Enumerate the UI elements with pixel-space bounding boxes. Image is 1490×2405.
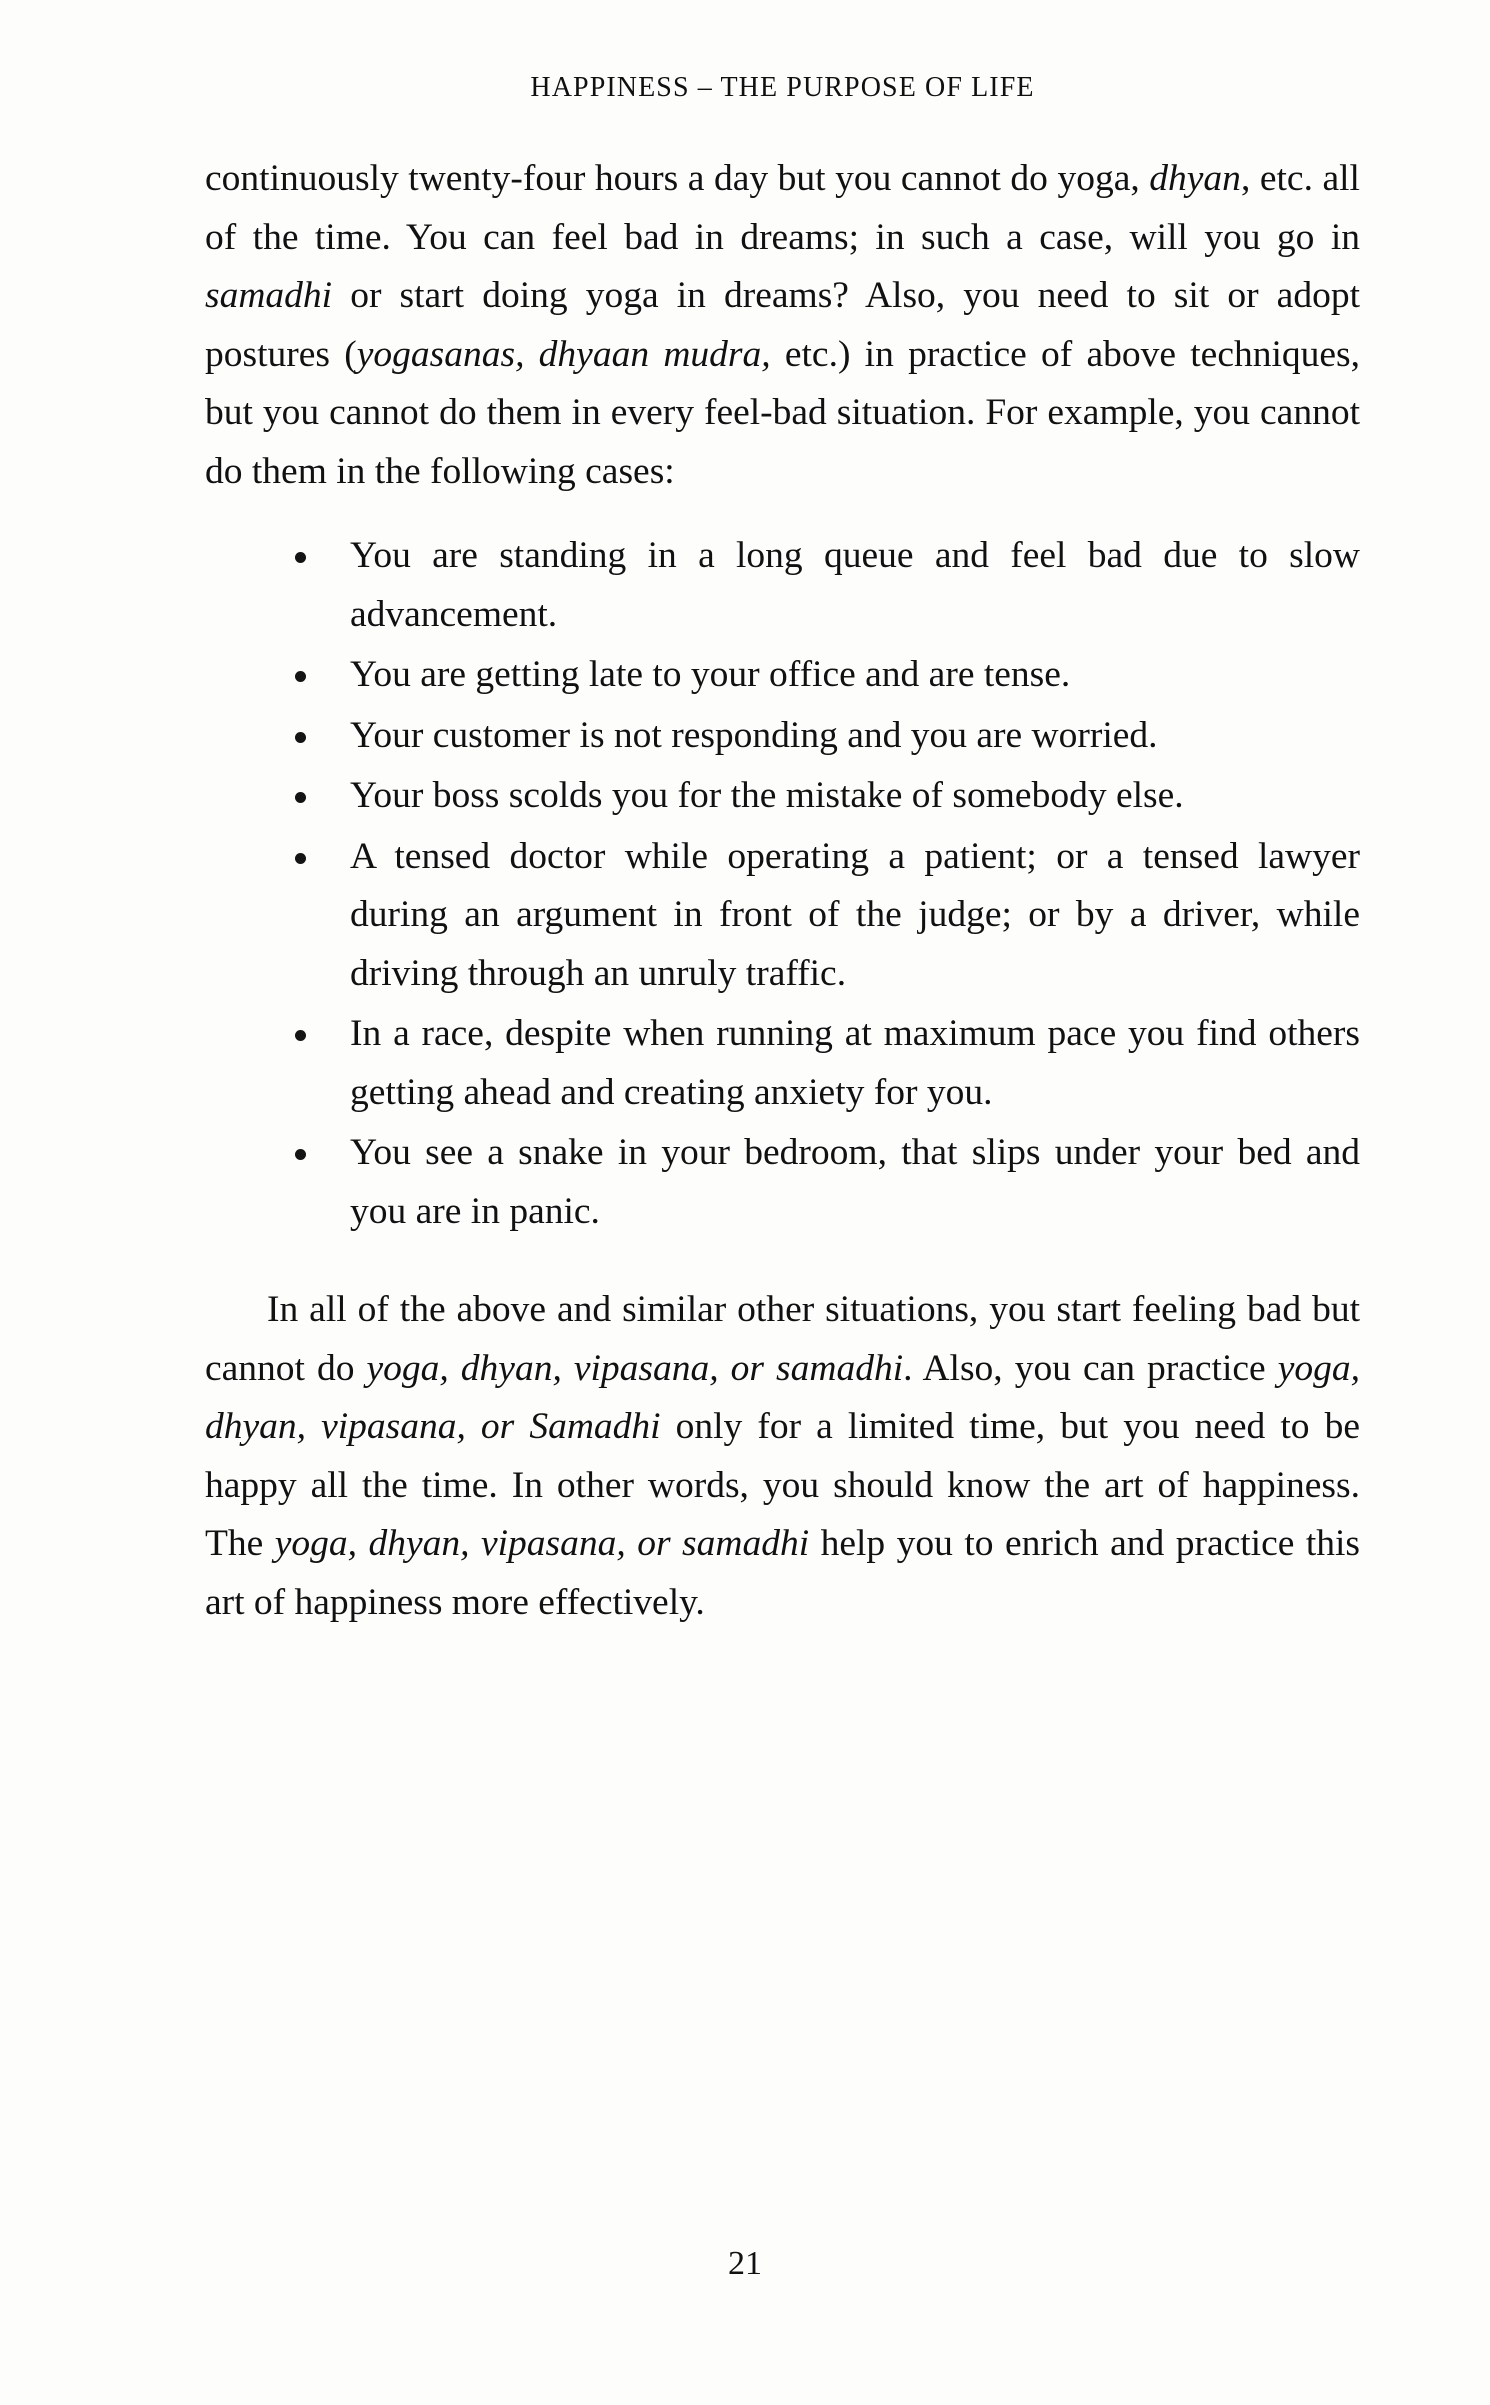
paragraph-1-segment-3: or start doing yoga in dreams? Also, you need to sit or adopt postures ( <box>205 275 1360 375</box>
paragraph-2-wrapper <box>205 1281 1360 1632</box>
list-item-text: Your boss scolds you for the mistake of somebody else. <box>350 775 1184 816</box>
list-item-text: You are standing in a long queue and feel bad due to slow advancement. <box>350 535 1360 635</box>
italic-term-samadhi: samadhi <box>205 275 333 316</box>
bullet-dot-icon <box>295 853 306 864</box>
bullet-dot-icon <box>295 792 306 803</box>
list-item <box>205 767 1360 826</box>
italic-term-yoga-dhyan-vipasana-samadhi-3: yoga, dhyan, vipasana, or samadhi <box>274 1523 810 1564</box>
list-item-text: A tensed doctor while operating a patient; or a tensed lawyer during an argument in front of the judge; or by a driver, while driving through an unruly traffic. <box>350 835 1360 994</box>
paragraph-2-segment-2: . Also, you can practice <box>903 1347 1278 1389</box>
paragraph-2-segment-4: help you to enrich and practice this art of happiness more effectively. <box>205 1523 1360 1623</box>
bullet-dot-icon <box>295 552 306 563</box>
list-item <box>205 828 1360 1004</box>
body-text-block <box>205 150 1360 1632</box>
list-item <box>205 1124 1360 1241</box>
list-item-text: You are getting late to your office and are tense. <box>350 654 1071 695</box>
list-item <box>205 707 1360 766</box>
paragraph-1-segment-4: etc.) in practice of above techniques, but you cannot do them in every feel-bad situation. For example, you cannot do them in the following cases: <box>205 333 1360 492</box>
running-head: HAPPINESS – THE PURPOSE OF LIFE <box>530 72 1035 103</box>
page-number: 21 <box>728 2245 762 2282</box>
list-item-text: In a race, despite when running at maximum pace you find others getting ahead and creating anxiety for you. <box>350 1013 1360 1113</box>
bullet-dot-icon <box>295 732 306 743</box>
bullet-dot-icon <box>295 671 306 682</box>
list-item-text: Your customer is not responding and you are worried. <box>350 714 1158 756</box>
bullet-dot-icon <box>295 1030 306 1041</box>
bullet-dot-icon <box>295 1149 306 1160</box>
italic-term-yoga-dhyan-vipasana-samadhi-2: yoga, dhyan, vipasana, or Samadhi <box>205 1347 1360 1447</box>
situations-bullet-list <box>205 527 1360 1241</box>
paragraph-2-segment-3: only for a limited time, but you need to be happy all the time. In other words, you should know the art of happiness. The <box>205 1406 1360 1564</box>
list-item <box>205 1005 1360 1122</box>
list-item-text: You see a snake in your bedroom, that slips under your bed and you are in panic. <box>350 1132 1360 1232</box>
page-content-column <box>205 0 1360 2405</box>
paragraph-1 <box>205 150 1360 501</box>
italic-term-yoga-dhyan-vipasana-samadhi-1: yoga, dhyan, vipasana, or samadhi <box>366 1347 904 1389</box>
paragraph-1-segment-2: , etc. all of the time. You can feel bad in dreams; in such a case, will you go in <box>205 158 1360 258</box>
paragraph-1-segment-1: continuously twenty-four hours a day but you cannot do yoga, <box>205 158 1150 199</box>
paragraph-2-segment-1: In all of the above and similar other situations, you start feeling bad but cannot do <box>205 1289 1360 1389</box>
list-item <box>205 527 1360 644</box>
italic-term-dhyan: dhyan <box>1149 158 1241 199</box>
list-item <box>205 646 1360 705</box>
paragraph-2 <box>205 1281 1360 1632</box>
italic-term-yogasanas-dhyaan-mudra: yogasanas, dhyaan mudra, <box>356 333 771 375</box>
